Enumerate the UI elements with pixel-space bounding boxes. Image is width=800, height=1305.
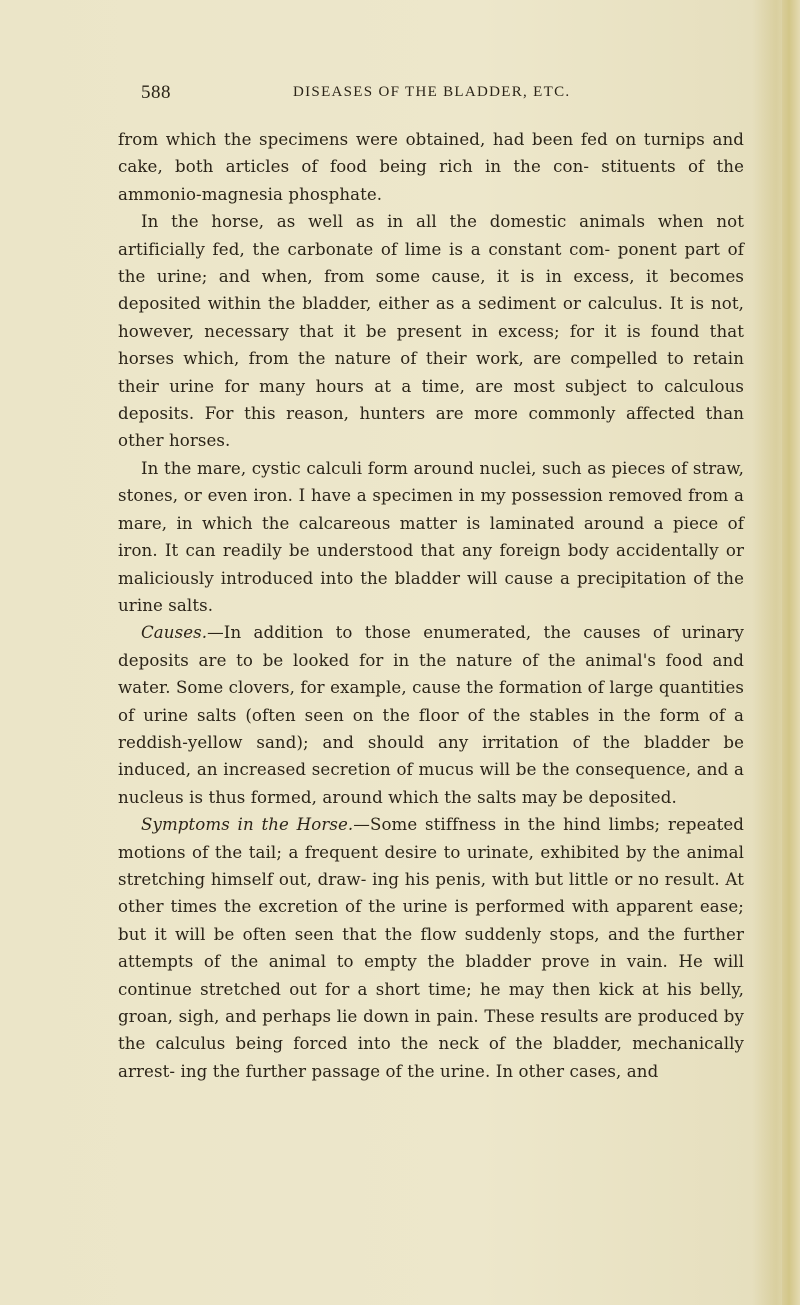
- page-edge: [782, 0, 800, 1305]
- paragraph-text: In the horse, as well as in all the domestic animals when not artificially fed, the carbonate of lime is a constant com- ponent part of the urine; and when, from some cause, it is in excess, it becomes deposited within the bladder, either as a sediment or calculus. It is not, however, necessary that it be present in excess; for it is found that horses which, from the nature of their work, are compelled to retain their urine for many hours at a time, are most subject to calculous deposits. For this reason, hunters are more commonly affected than other horses.: [118, 212, 744, 451]
- paragraph-text: In the mare, cystic calculi form around nuclei, such as pieces of straw, stones, or even iron. I have a specimen in my possession removed from a mare, in which the calcareous matter is laminated around a piece of iron. It can readily be understood that any foreign body accidentally or maliciously introduced into the bladder will cause a precipitation of the urine salts.: [118, 458, 744, 615]
- page-header: [141, 82, 721, 108]
- section-heading-causes: Causes.: [141, 623, 208, 643]
- paragraph-text: from which the specimens were obtained, had been fed on turnips and cake, both articles of food being rich in the con- stituents of the ammonio-magnesia phosphate.: [118, 130, 744, 204]
- page-number: 588: [141, 82, 171, 103]
- paragraph-text: —In addition to those enumerated, the causes of urinary deposits are to be looked for in the nature of the animal's food and water. Some clovers, for example, cause the formation of large quantities of urine salts (often seen on the floor of the stables in the form of a reddish-yellow sand); and should any irritation of the bladder be induced, an increased secretion of mucus will be the consequence, and a nucleus is thus formed, around which the salts may be deposited.: [118, 623, 744, 807]
- body-text: [118, 126, 744, 1085]
- paragraph-text: —Some stiffness in the hind limbs; repeated motions of the tail; a frequent desire to urinate, exhibited by the animal stretching himself out, draw- ing his penis, with but little or no result. At other times the excretion of the urine is performed with apparent ease; but it will be often seen that the flow suddenly stops, and the further attempts of the animal to empty the bladder prove in vain. He will continue stretched out for a short time; he may then kick at his belly, groan, sigh, and perhaps lie down in pain. These results are produced by the calculus being forced into the neck of the bladder, mechanically arrest- ing the further passage of the urine. In other cases, and: [118, 815, 744, 1081]
- paragraph: [118, 126, 744, 208]
- running-title: DISEASES OF THE BLADDER, ETC.: [293, 84, 571, 100]
- paragraph: [118, 619, 744, 811]
- paragraph: [118, 811, 744, 1085]
- section-heading-symptoms: Symptoms in the Horse.: [141, 815, 354, 835]
- paragraph: [118, 208, 744, 455]
- paragraph: [118, 455, 744, 619]
